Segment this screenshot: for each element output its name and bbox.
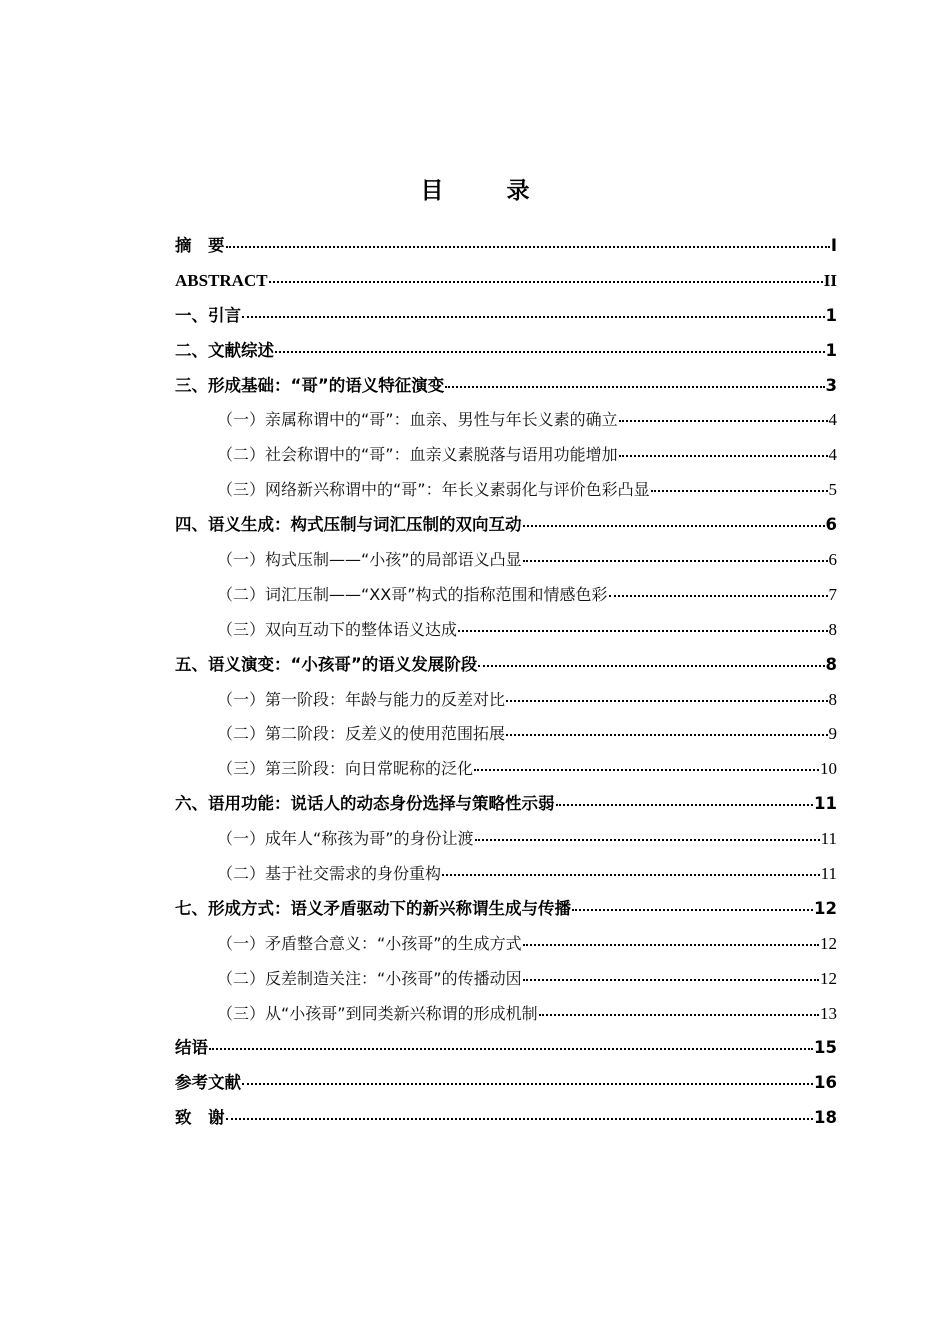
toc-entry-page-number: 4 — [828, 410, 837, 430]
dot-leader — [506, 700, 827, 702]
toc-entry-page-number: 8 — [828, 619, 837, 639]
toc-entry[interactable] — [175, 438, 837, 473]
toc-entry-label: （一）第一阶段：年龄与能力的反差对比 — [217, 689, 506, 709]
dot-leader — [445, 386, 824, 388]
dot-leader — [242, 316, 825, 318]
toc-entry-label: （三）双向互动下的整体语义达成 — [217, 619, 458, 639]
toc-entry-label: （二）反差制造关注：“小孩哥”的传播动因 — [217, 968, 522, 988]
toc-entry-page-number: 15 — [814, 1038, 837, 1058]
toc-entry[interactable] — [175, 892, 837, 927]
toc-entry-page-number: 13 — [820, 1003, 837, 1023]
toc-entry[interactable] — [175, 683, 837, 718]
toc-entry[interactable] — [175, 648, 837, 683]
toc-entry[interactable] — [175, 787, 837, 822]
toc-entry[interactable] — [175, 543, 837, 578]
dot-leader — [619, 420, 828, 422]
toc-entry-label: （三）网络新兴称谓中的“哥”：年长义素弱化与评价色彩凸显 — [217, 480, 650, 500]
dot-leader — [523, 944, 819, 946]
toc-entry[interactable] — [175, 962, 837, 997]
toc-entry-label: ABSTRACT — [175, 270, 268, 290]
toc-entry[interactable] — [175, 1101, 837, 1136]
page-title: 目 录 — [420, 178, 550, 204]
toc-entry-page-number: 16 — [814, 1073, 837, 1093]
toc-entry-page-number: 8 — [825, 654, 837, 674]
toc-entry[interactable] — [175, 822, 837, 857]
toc-entry[interactable] — [175, 229, 837, 264]
toc-entry-label: （一）构式压制——“小孩”的局部语义凸显 — [217, 550, 522, 570]
toc-entry-page-number: 10 — [820, 759, 837, 779]
toc-entry-label: 二、文献综述 — [175, 340, 274, 360]
toc-entry-page-number: 12 — [820, 968, 837, 988]
toc-entry-label: （一）亲属称谓中的“哥”：血亲、男性与年长义素的确立 — [217, 410, 618, 430]
toc-entry[interactable] — [175, 997, 837, 1032]
toc-entry[interactable] — [175, 508, 837, 543]
toc-entry-page-number: 18 — [814, 1108, 837, 1128]
toc-entry-label: 三、形成基础：“哥”的语义特征演变 — [175, 375, 445, 395]
toc-entry[interactable] — [175, 752, 837, 787]
toc-entry-page-number: 12 — [814, 898, 837, 918]
toc-entry[interactable] — [175, 578, 837, 613]
toc-entry-label: 五、语义演变：“小孩哥”的语义发展阶段 — [175, 654, 478, 674]
toc-entry[interactable] — [175, 369, 837, 404]
toc-entry-page-number: 8 — [828, 689, 837, 709]
dot-leader — [475, 839, 820, 841]
toc-entry-label: （一）成年人“称孩为哥”的身份让渡 — [217, 829, 474, 849]
dot-leader — [523, 525, 825, 527]
dot-leader — [523, 560, 828, 562]
toc-entry-label: 结语 — [175, 1038, 208, 1058]
toc-entry-page-number: 5 — [828, 480, 837, 500]
toc-entry[interactable] — [175, 717, 837, 752]
dot-leader — [506, 734, 827, 736]
toc-entry-label: 参考文献 — [175, 1073, 241, 1093]
dot-leader — [556, 804, 814, 806]
dot-leader — [523, 979, 819, 981]
table-of-contents — [175, 229, 837, 1136]
toc-entry-page-number: 4 — [828, 445, 837, 465]
dot-leader — [539, 1014, 819, 1016]
toc-entry-page-number: 11 — [820, 864, 837, 884]
toc-entry-label: （二）基于社交需求的身份重构 — [217, 864, 442, 884]
toc-entry-page-number: 11 — [814, 794, 837, 814]
toc-entry[interactable] — [175, 334, 837, 369]
toc-entry-label: 四、语义生成：构式压制与词汇压制的双向互动 — [175, 515, 522, 535]
dot-leader — [572, 909, 813, 911]
dot-leader — [478, 665, 824, 667]
toc-entry-page-number: I — [830, 236, 837, 255]
dot-leader — [226, 1118, 814, 1120]
dot-leader — [474, 769, 819, 771]
toc-entry-page-number: 11 — [820, 829, 837, 849]
toc-entry-label: 一、引言 — [175, 305, 241, 325]
toc-entry[interactable] — [175, 264, 837, 299]
dot-leader — [619, 455, 828, 457]
toc-entry[interactable] — [175, 857, 837, 892]
toc-entry-page-number: 1 — [825, 305, 837, 325]
toc-entry-page-number: 6 — [828, 550, 837, 570]
toc-entry-label: （三）第三阶段：向日常昵称的泛化 — [217, 759, 474, 779]
toc-entry-label: （二）词汇压制——“XX哥”构式的指称范围和情感色彩 — [217, 584, 608, 604]
toc-entry-page-number: 12 — [820, 933, 837, 953]
toc-entry-label: （二）社会称谓中的“哥”：血亲义素脱落与语用功能增加 — [217, 445, 618, 465]
toc-entry[interactable] — [175, 473, 837, 508]
toc-entry-label: （一）矛盾整合意义：“小孩哥”的生成方式 — [217, 933, 522, 953]
dot-leader — [275, 351, 825, 353]
toc-entry-page-number: 9 — [828, 724, 837, 744]
toc-entry-page-number: 3 — [825, 375, 837, 395]
dot-leader — [442, 874, 820, 876]
toc-entry[interactable] — [175, 403, 837, 438]
toc-entry-label: （二）第二阶段：反差义的使用范围拓展 — [217, 724, 506, 744]
toc-entry[interactable] — [175, 1066, 837, 1101]
toc-entry[interactable] — [175, 613, 837, 648]
toc-entry-page-number: 7 — [828, 584, 837, 604]
toc-entry[interactable] — [175, 1031, 837, 1066]
dot-leader — [209, 1048, 813, 1050]
toc-entry-label: 摘 要 — [175, 236, 225, 255]
toc-entry[interactable] — [175, 927, 837, 962]
dot-leader — [609, 595, 828, 597]
toc-entry-label: 致 谢 — [175, 1108, 225, 1128]
toc-entry[interactable] — [175, 299, 837, 334]
toc-entry-page-number: 6 — [825, 515, 837, 535]
dot-leader — [226, 246, 830, 248]
toc-entry-label: 六、语用功能：说话人的动态身份选择与策略性示弱 — [175, 794, 555, 814]
toc-entry-page-number: II — [823, 270, 837, 290]
dot-leader — [269, 281, 823, 283]
dot-leader — [651, 490, 828, 492]
toc-entry-label: 七、形成方式：语义矛盾驱动下的新兴称谓生成与传播 — [175, 898, 571, 918]
toc-entry-page-number: 1 — [825, 340, 837, 360]
dot-leader — [458, 630, 827, 632]
toc-entry-label: （三）从“小孩哥”到同类新兴称谓的形成机制 — [217, 1003, 538, 1023]
dot-leader — [242, 1083, 813, 1085]
